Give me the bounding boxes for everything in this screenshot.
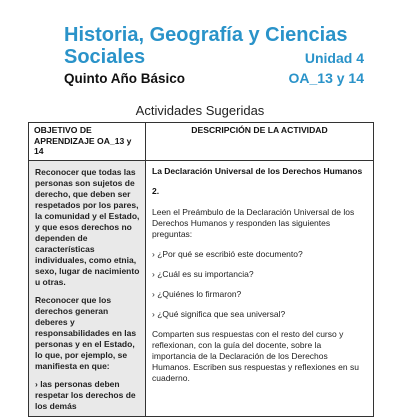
description-cell [146, 160, 374, 416]
objective-list-item: › las personas deben respetar los derechos de los demás [35, 378, 136, 411]
grade-label: Quinto Año Básico [64, 71, 185, 86]
document-title-line-2: Sociales [64, 46, 146, 68]
activity-number: 2. [152, 185, 160, 196]
document-title-line-1: Historia, Geografía y Ciencias [64, 24, 348, 46]
objective-column-header: OBJETIVO DE APRENDIZAJE OA_13 y 14 [29, 123, 146, 161]
section-heading: Actividades Sugeridas [135, 103, 265, 118]
question-item: › ¿Quiénes lo firmaron? [152, 288, 242, 299]
description-column-header: DESCRIPCIÓN DE LA ACTIVIDAD [146, 123, 374, 161]
activity-title: La Declaración Universal de los Derechos Humanos [152, 165, 363, 176]
activities-table [28, 122, 374, 417]
question-item: › ¿Cuál es su importancia? [152, 268, 254, 279]
table-header-row [29, 123, 374, 161]
objective-text-2: Reconocer que los derechos generan deberes y responsabilidades en las personas y en el Estado, lo que, por ejemplo, se manifiesta en que: [35, 294, 137, 371]
objective-text-1: Reconocer que todas las personas son sujetos de derecho, que deben ser respetados por los pares, la comunidad y el Estado, y que esos derechos no dependen de características individuales, como etnia, sexo, lugar de nacimiento u otras. [35, 166, 140, 287]
activity-closing: Comparten sus respuestas con el resto del curso y reflexionan, con la guía del docente, sobre la importancia de la Declaración de los Derechos Humanos. Escriben sus respuestas y reflexiones en su cuaderno. [152, 328, 359, 383]
document-header [64, 24, 364, 86]
table-row [29, 160, 374, 416]
objective-cell [29, 160, 146, 416]
title-row [64, 46, 364, 68]
unit-label: Unidad 4 [304, 50, 364, 66]
activity-intro: Leen el Preámbulo de la Declaración Universal de los Derechos Humanos y responden las siguientes preguntas: [152, 206, 355, 239]
question-item: › ¿Qué significa que sea universal? [152, 308, 286, 319]
question-item: › ¿Por qué se escribió este documento? [152, 248, 303, 259]
subtitle-row [64, 70, 364, 86]
oa-label: OA_13 y 14 [288, 70, 364, 86]
